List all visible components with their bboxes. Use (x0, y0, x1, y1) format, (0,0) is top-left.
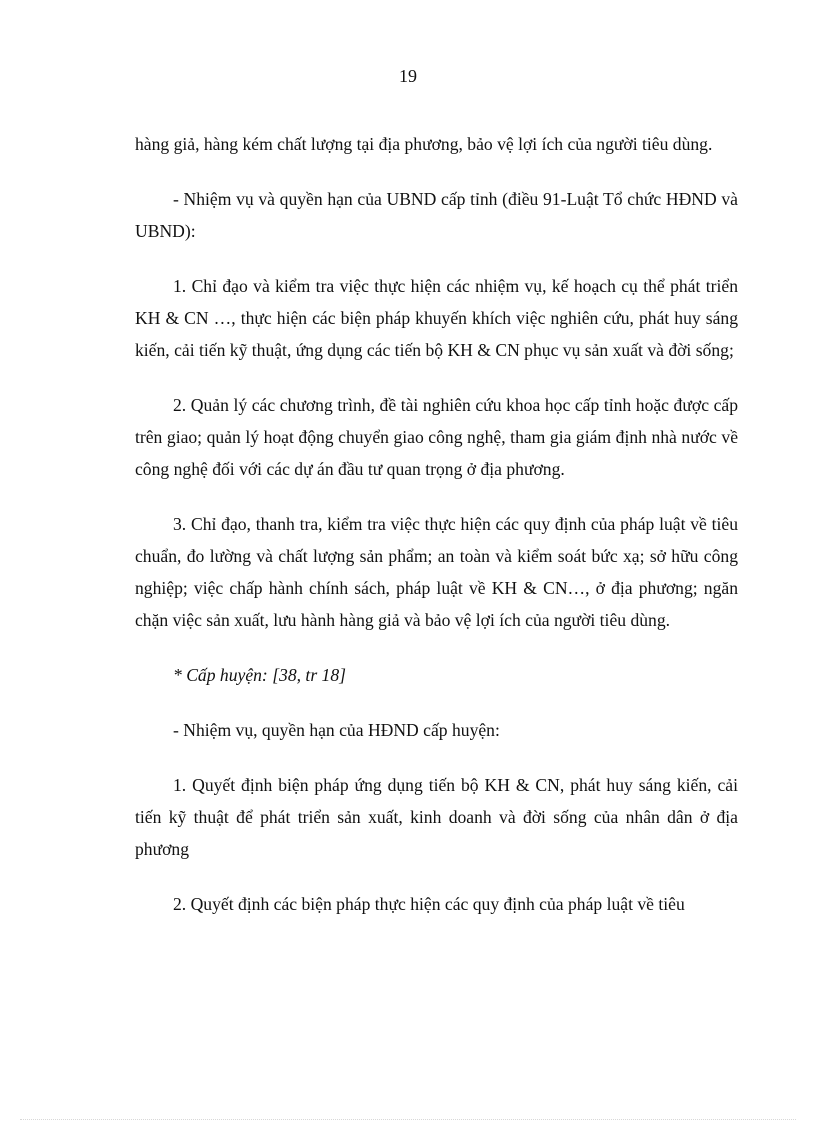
paragraph-continuation: hàng giả, hàng kém chất lượng tại địa phương, bảo vệ lợi ích của người tiêu dùng. (135, 134, 713, 154)
paragraph-ubnd-item-1: 1. Chỉ đạo và kiểm tra việc thực hiện các nhiệm vụ, kế hoạch cụ thể phát triển KH & CN …, thực hiện các biện pháp khuyến khích việc nghiên cứu, phát huy sáng kiến, cải tiến kỹ thuật, ứng dụng các tiến bộ KH & CN phục vụ sản xuất và đời sống; (135, 276, 738, 360)
paragraph-hdnd-huyen-heading: - Nhiệm vụ, quyền hạn của HĐND cấp huyện: (173, 720, 500, 740)
paragraph-hdnd-item-2: 2. Quyết định các biện pháp thực hiện các quy định của pháp luật về tiêu (173, 894, 685, 914)
paragraph-hdnd-item-1: 1. Quyết định biện pháp ứng dụng tiến bộ KH & CN, phát huy sáng kiến, cải tiến kỹ thuật để phát triển sản xuất, kinh doanh và đời sống của nhân dân ở địa phương (135, 775, 738, 859)
paragraph-ubnd-tinh-heading: - Nhiệm vụ và quyền hạn của UBND cấp tỉnh (điều 91-Luật Tổ chức HĐND và UBND): (135, 189, 738, 241)
page-bottom-divider (20, 1119, 796, 1120)
page-number: 19 (399, 66, 417, 86)
paragraph-ubnd-item-2: 2. Quản lý các chương trình, đề tài nghiên cứu khoa học cấp tỉnh hoặc được cấp trên giao; quản lý hoạt động chuyển giao công nghệ, tham gia giám định nhà nước về công nghệ đối với các dự án đầu tư quan trọng ở địa phương. (135, 395, 738, 479)
section-heading-cap-huyen: * Cấp huyện: [38, tr 18] (173, 665, 346, 685)
document-body (135, 128, 738, 943)
paragraph-ubnd-item-3: 3. Chỉ đạo, thanh tra, kiểm tra việc thực hiện các quy định của pháp luật về tiêu chuẩn, đo lường và chất lượng sản phẩm; an toàn và kiểm soát bức xạ; sở hữu công nghiệp; việc chấp hành chính sách, pháp luật về KH & CN…, ở địa phương; ngăn chặn việc sản xuất, lưu hành hàng giả và bảo vệ lợi ích của người tiêu dùng. (135, 514, 738, 630)
